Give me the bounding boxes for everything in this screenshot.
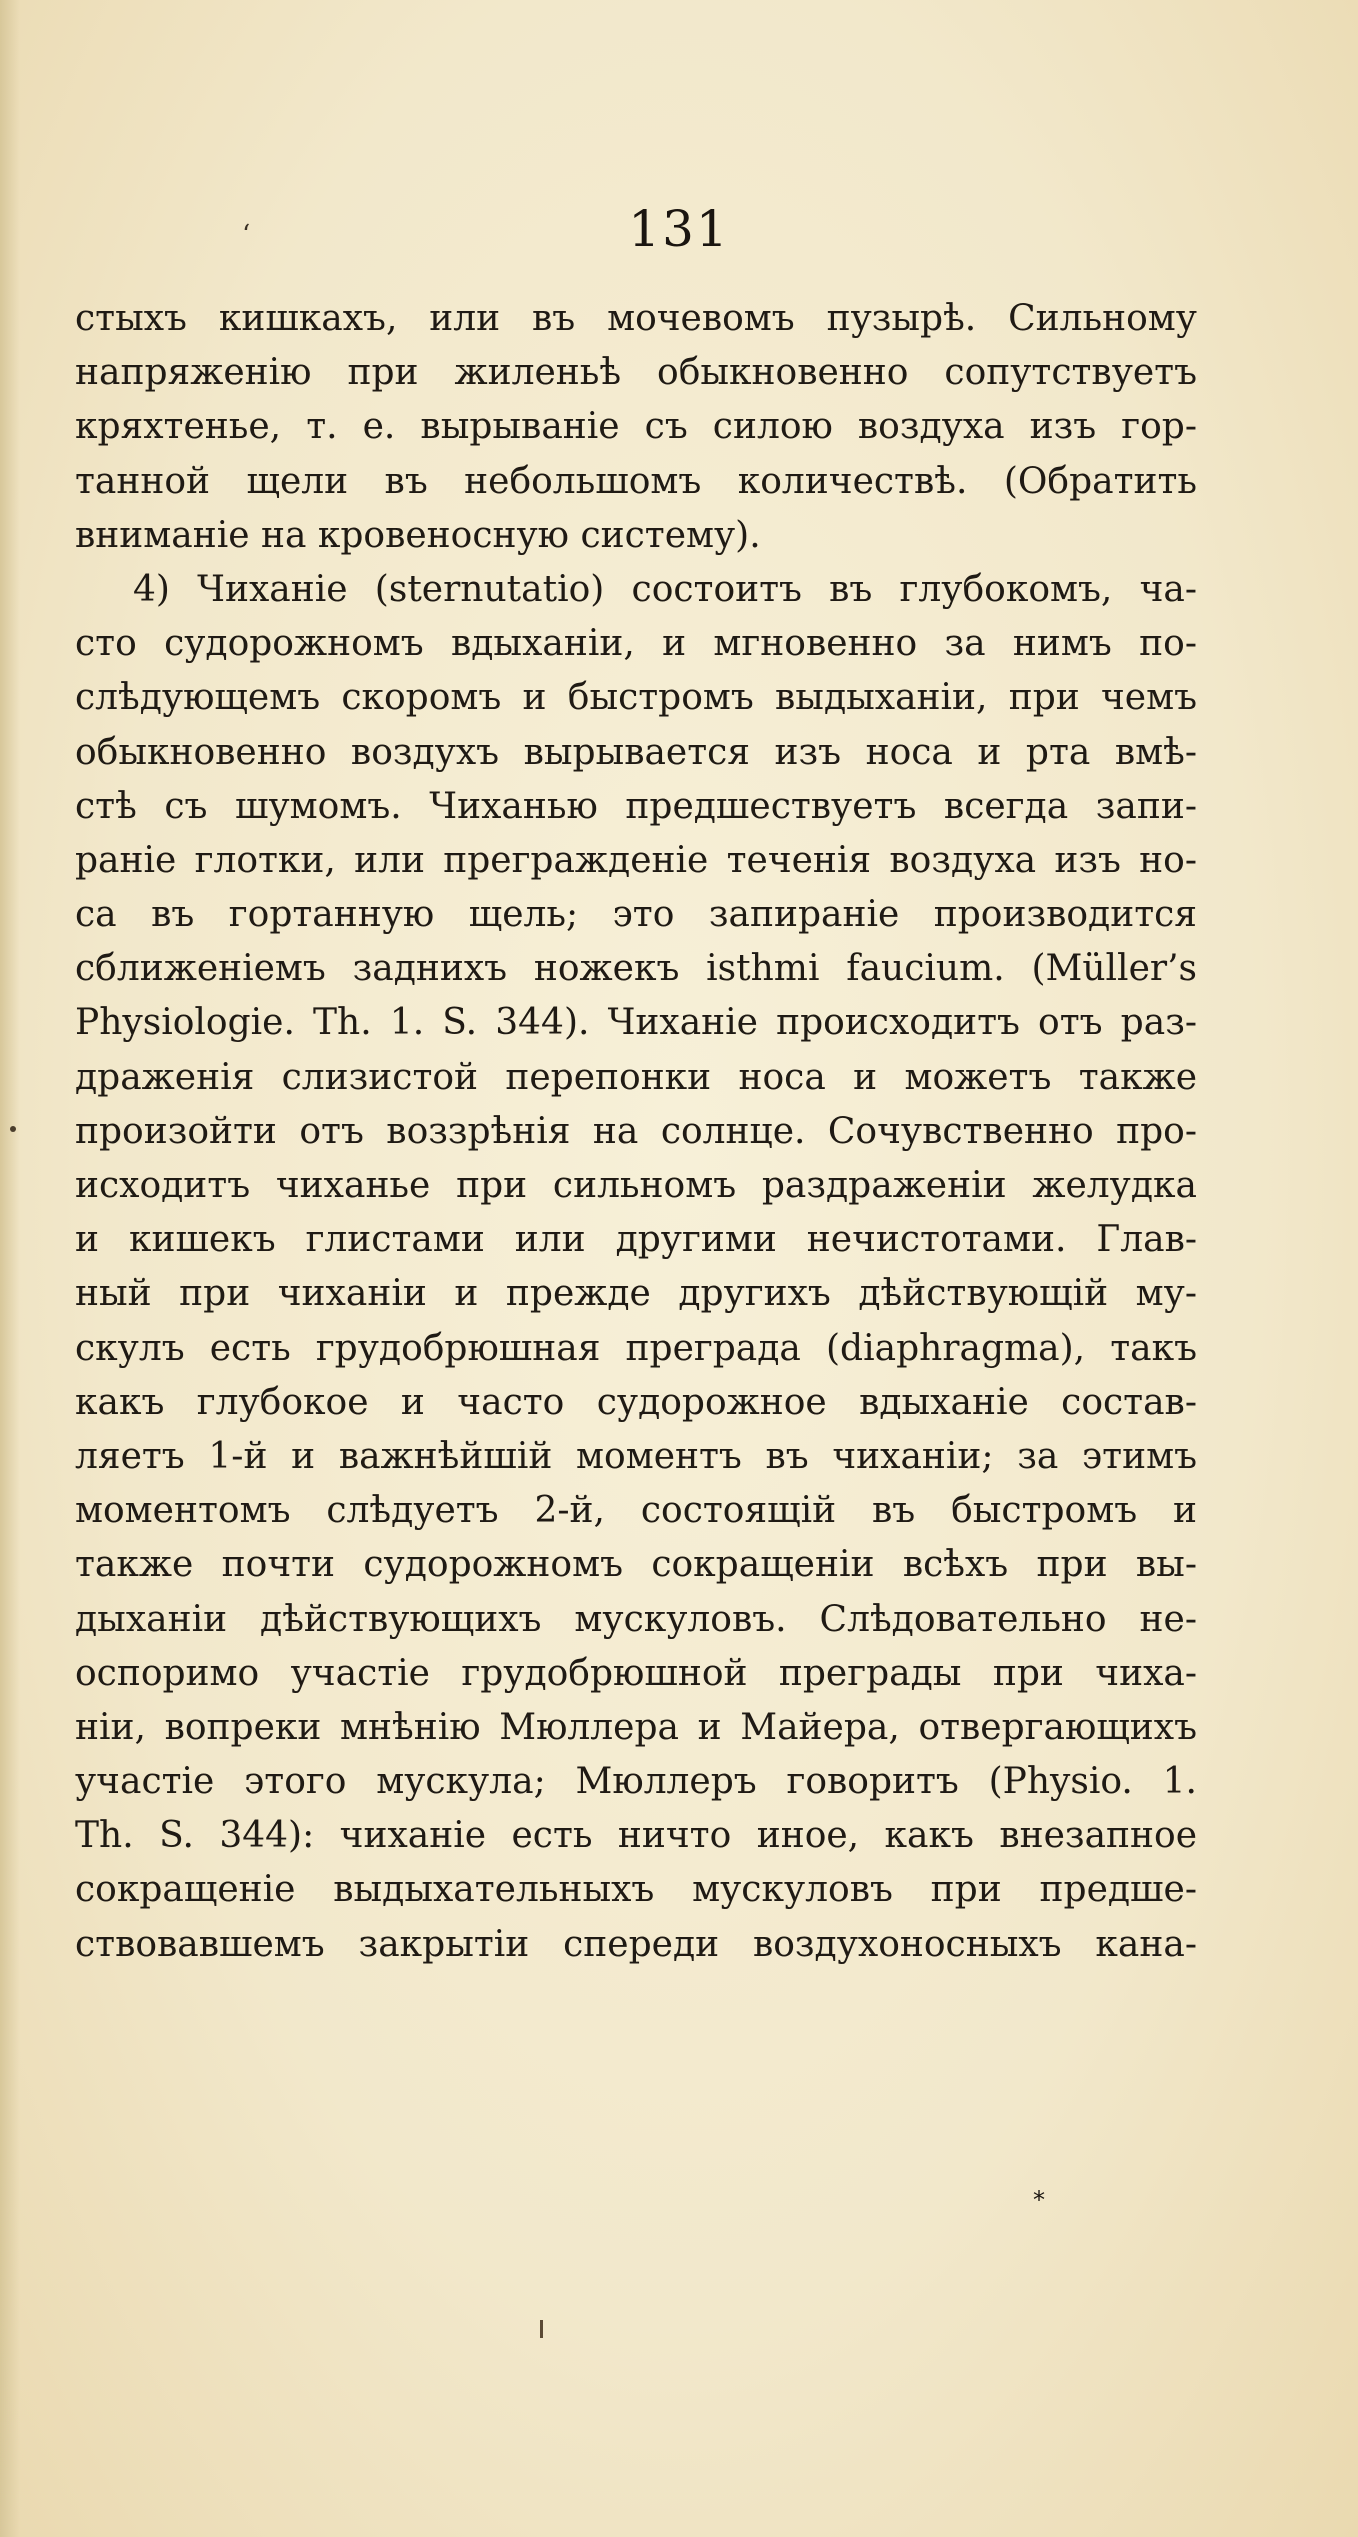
body-text	[75, 292, 1197, 1972]
text-line: произойти отъ воззрѣнiя на солнце. Сочувственно про-	[75, 1110, 1197, 1152]
text-line: ный при чиханiи и прежде другихъ дѣйствующiй му-	[75, 1273, 1197, 1315]
paragraph-start-line: 4) Чиханiе (sternutatio) состоитъ въ глубокомъ, ча-	[133, 568, 1197, 610]
text-line: моментомъ слѣдуетъ 2-й, состоящiй въ быстромъ и	[75, 1490, 1197, 1532]
text-line: сто судорожномъ вдыханiи, и мгновенно за нимъ по-	[75, 623, 1197, 665]
text-line: какъ глубокое и часто судорожное вдыханiе состав-	[75, 1381, 1197, 1423]
text-line: сокращенiе выдыхательныхъ мускуловъ при предше-	[75, 1869, 1197, 1911]
text-line: танной щели въ небольшомъ количествѣ. (Обратить	[75, 460, 1197, 502]
text-line: напряженiю при жиленьѣ обыкновенно сопутствуетъ	[75, 352, 1197, 394]
page-left-edge	[0, 0, 20, 2537]
text-line: ляетъ 1-й и важнѣйшiй моментъ въ чиханiи; за этимъ	[75, 1435, 1197, 1477]
text-line: кряхтенье, т. е. вырыванiе съ силою воздуха изъ гор-	[75, 406, 1197, 448]
page-number: 131	[628, 200, 730, 258]
text-line: и кишекъ глистами или другими нечистотами. Глав-	[75, 1219, 1197, 1261]
text-line: оспоримо участiе грудобрюшной преграды при чиха-	[75, 1652, 1197, 1694]
text-line: дыханiи дѣйствующихъ мускуловъ. Слѣдовательно не-	[75, 1598, 1197, 1640]
bottom-ink-mark	[540, 2320, 543, 2338]
text-line: вниманiе на кровеносную систему).	[75, 514, 761, 556]
text-line: слѣдующемъ скоромъ и быстромъ выдыханiи, при чемъ	[75, 677, 1197, 719]
text-line: Th. S. 344): чиханiе есть ничто иное, какъ внезапное	[75, 1815, 1197, 1857]
text-line: исходитъ чиханье при сильномъ раздраженiи желудка	[75, 1165, 1197, 1206]
text-line: Physiologie. Th. 1. S. 344). Чиханiе происходитъ отъ раз-	[75, 1002, 1197, 1044]
text-line: скулъ есть грудобрюшная преграда (diaphragma), такъ	[75, 1327, 1197, 1369]
text-line: стѣ съ шумомъ. Чиханью предшествуетъ всегда запи-	[75, 785, 1197, 827]
text-line: обыкновенно воздухъ вырывается изъ носа и рта вмѣ-	[75, 731, 1197, 773]
text-line: са въ гортанную щель; это запиранiе производится	[75, 894, 1197, 936]
text-line: нiи, вопреки мнѣнiю Мюллера и Майера, отвергающихъ	[75, 1706, 1197, 1748]
text-line: ствовавшемъ закрытiи спереди воздухоносныхъ кана-	[75, 1923, 1197, 1965]
text-line: также почти судорожномъ сокращенiи всѣхъ при вы-	[75, 1544, 1197, 1586]
margin-dot	[10, 1126, 16, 1132]
text-line: драженiя слизистой перепонки носа и можетъ также	[75, 1056, 1197, 1098]
text-line: стыхъ кишкахъ, или въ мочевомъ пузырѣ. Сильному	[75, 298, 1197, 339]
text-line: ранiе глотки, или прегражденiе теченiя воздуха изъ но-	[75, 839, 1197, 881]
footer-star-mark: *	[1033, 2186, 1045, 2214]
page-tick-mark: ‘	[242, 220, 251, 250]
text-line: сближенiемъ заднихъ ножекъ isthmi faucium. (Müller’s	[75, 948, 1197, 990]
text-line: участiе этого мускула; Мюллеръ говоритъ (Physio. 1.	[75, 1761, 1197, 1803]
